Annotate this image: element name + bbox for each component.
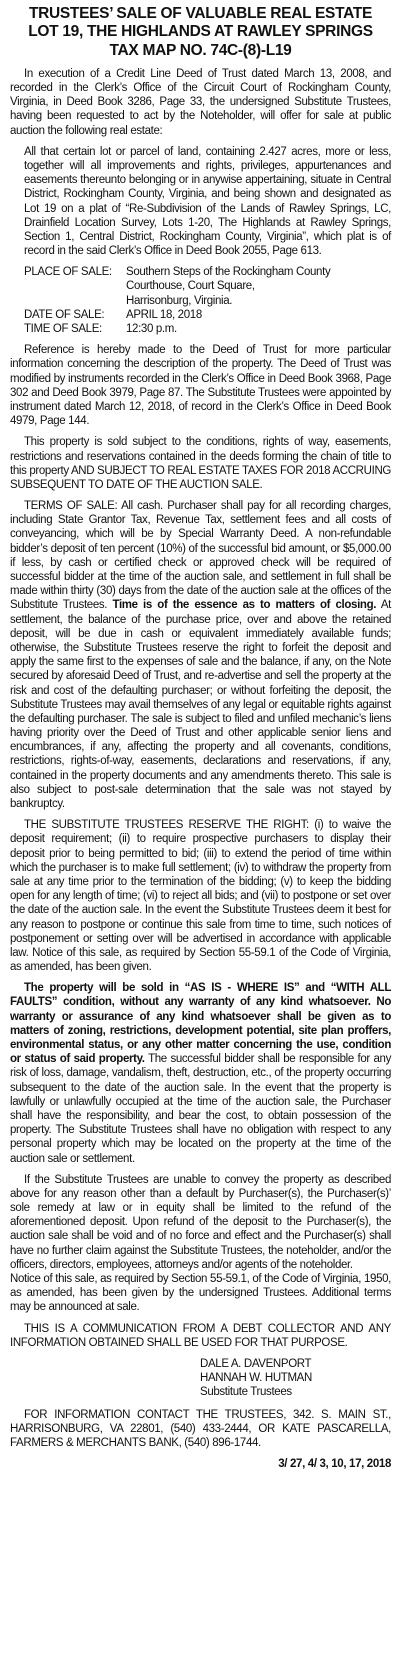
signatory-1: DALE A. DAVENPORT	[200, 1357, 312, 1370]
property-description: All that certain lot or parcel of land, containing 2.427 acres, more or less, together will all improvements and rights, privileges, appurtenances and easements thereunto belonging or in anywise appertaining, situate in Central District, Rockingham County, Virginia, and being shown and designated as Lot 19 on a plat of “Re-Subdivision of the Lands of Rawley Springs, LC, Drainfield Location Survey, Lots 1-20, The Highlands at Rawley Springs, Section 1, Central District, Rockingham County, Virginia”, which plat is of record in the said Clerk’s Office in Deed Book 2055, Page 613.	[24, 145, 391, 258]
intro-paragraph: In execution of a Credit Line Deed of Trust dated March 13, 2008, and recorded in the Clerk’s Office of the Circuit Court of Rockingham County, Virginia, in Deed Book 3286, Page 33, the undersigned Substitute Trustees, having been requested to act by the Noteholder, will offer for sale at public auction the following real estate:	[10, 67, 391, 137]
contact-paragraph: FOR INFORMATION CONTACT THE TRUSTEES, 342. S. MAIN ST., HARRISONBURG, VA 22801, (540) 433-2444, OR KATE PASCARELLA, FARMERS & MERCHANTS BANK, (540) 896-1744.	[10, 1408, 391, 1449]
place-of-sale-label: PLACE OF SALE:	[24, 266, 112, 279]
as-is-warning: The property will be sold in “AS IS - WHERE IS” and “WITH ALL FAULTS” condition, without any warranty of any kind whatsoever. No warranty or assurance of any kind whatsoever shall be given as to matters of zoning, restrictions, development potential, site plan proffers, environmental status, or any other matter concerning the use, condition or status of said property.	[10, 982, 391, 1066]
time-of-sale-value: 12:30 p.m.	[126, 323, 177, 336]
place-line-2: Courthouse, Court Square,	[126, 280, 255, 293]
place-line-3: Harrisonburg, Virginia.	[126, 294, 233, 307]
title-line-2: LOT 19, THE HIGHLANDS AT RAWLEY SPRINGS	[28, 23, 373, 41]
date-of-sale-value: APRIL 18, 2018	[126, 308, 202, 321]
time-of-sale-label: TIME OF SALE:	[24, 323, 102, 336]
signatory-role: Substitute Trustees	[200, 1386, 292, 1399]
title-line-1: TRUSTEES’ SALE OF VALUABLE REAL ESTATE	[28, 5, 373, 22]
as-is-rest: The successful bidder shall be responsible for any risk of loss, damage, vandalism, theft, destruction, etc., of the property occurring subsequent to the date of the auction sale. In the event that the property is lawfully or unlawfully occupied at the time of the auction sale, the Purchaser shall have the responsibility, and bear the cost, to obtain possession of the property. The Substitute Trustees shall have no obligation with respect to any personal property which may be located on the property at the time of the auction sale or settlement.	[10, 1053, 392, 1165]
signatory-2: HANNAH W. HUTMAN	[200, 1372, 312, 1385]
reference-paragraph: Reference is hereby made to the Deed of Trust for more particular information concerning the description of the property. The Deed of Trust was modified by instruments recorded in the Clerk’s Office in Deed Book 3968, Page 302 and Deed Book 3979, Page 87. The Substitute Trustees were appointed by instrument dated March 12, 2018, of record in the Clerk’s Office in Deed Book 4979, Page 144.	[10, 344, 391, 428]
place-of-sale-value	[126, 265, 330, 308]
terms-part-1: TERMS OF SALE: All cash. Purchaser shall pay for all recording charges, including State Grantor Tax, Revenue Tax, settlement fees and all costs of conveyancing, which will be by Special Warranty Deed. A non-refundable bidder’s deposit of ten percent (10%) of the successful bid amount, or $5,000.00 if less, by cash or certified check or approved check will be required of successful bidder at the time of the auction sale, and settlement in full shall be made within thirty (30) days from the date of the auction sale at the offices of the Substitute Trustees.	[10, 500, 391, 612]
signature-block	[10, 1357, 391, 1400]
terms-of-sale-paragraph	[10, 499, 391, 811]
sale-info-table	[24, 265, 330, 336]
notice-title	[10, 5, 391, 60]
terms-part-2: At settlement, the balance of the purchase price, over and above the retained deposit, will be due in cash or equivalent immediately available funds; otherwise, the Substitute Trustees reserve the right to forfeit the deposit and apply the same first to the expenses of sale and the balance, if any, on the Note secured by aforesaid Deed of Trust, and re-advertise and sell the property at the risk and cost of the defaulting purchaser; or without forfeiting the deposit, the Substitute Trustees may avail themselves of any legal or equitable rights against the defaulting purchaser. The sale is subject to filed and unfiled mechanic’s liens having priority over the Deed of Trust and other applicable senior liens and encumbrances, if any, affecting the property and all covenants, conditions, restrictions, rights-of-way, easements, declarations and reservations, if any, contained in the property documents and any amendments thereto. This sale is also subject to post-sale determination that the sale was not stayed by bankruptcy.	[10, 599, 391, 811]
reserve-right-paragraph: THE SUBSTITUTE TRUSTEES RESERVE THE RIGHT: (i) to waive the deposit requirement; (ii) to require prospective purchasers to display their deposit prior to being permitted to bid; (iii) to extend the period of time within which the purchaser is to make full settlement; (iv) to withdraw the property from sale at any time prior to the termination of the bidding; (v) to keep the bidding open for any length of time; (vi) to reject all bids; and (vii) to postpone or set over the date of the auction sale. In the event the Substitute Trustees deem it best for any reason to postpone or continue this sale from time to time, such notices of postponement or setting over will be advertised in accordance with applicable law. Notice of this sale, as required by Section 55-59.1 of the Code of Virginia, as amended, has been given.	[10, 819, 391, 974]
title-line-3: TAX MAP NO. 74C-(8)-L19	[109, 41, 292, 59]
notice-paragraph: Notice of this sale, as required by Section 55-59.1, of the Code of Virginia, 1950, as amended, has been given by the undersigned Trustees. Additional terms may be announced at sale.	[10, 1273, 391, 1314]
unable-to-convey-paragraph: If the Substitute Trustees are unable to convey the property as described above for any reason other than a default by Purchaser(s), the Purchaser(s)’ sole remedy at law or in equity shall be limited to the refund of the aforementioned deposit. Upon refund of the deposit to the Purchaser(s), the auction sale shall be void and of no force and effect and the Purchaser(s) shall have no further claim against the Substitute Trustees, the noteholder, and/or the officers, directors, employees, attorneys and/or agents of the noteholder.	[10, 1173, 391, 1271]
as-is-paragraph	[10, 981, 391, 1165]
debt-collector-paragraph: THIS IS A COMMUNICATION FROM A DEBT COLLECTOR AND ANY INFORMATION OBTAINED SHALL BE USED FOR THAT PURPOSE.	[10, 1322, 391, 1349]
terms-time-essence: Time is of the essence as to matters of closing.	[112, 599, 377, 612]
place-line-1: Southern Steps of the Rockingham County	[126, 266, 331, 279]
subject-to-paragraph: This property is sold subject to the conditions, rights of way, easements, restrictions and reservations contained in the deeds forming the chain of title to this property AND SUBJECT TO REAL ESTATE TAXES FOR 2018 ACCRUING SUBSEQUENT TO DATE OF THE AUCTION SALE.	[10, 436, 391, 491]
date-of-sale-label: DATE OF SALE:	[24, 308, 105, 321]
publication-dates: 3/ 27, 4/ 3, 10, 17, 2018	[278, 1458, 391, 1471]
